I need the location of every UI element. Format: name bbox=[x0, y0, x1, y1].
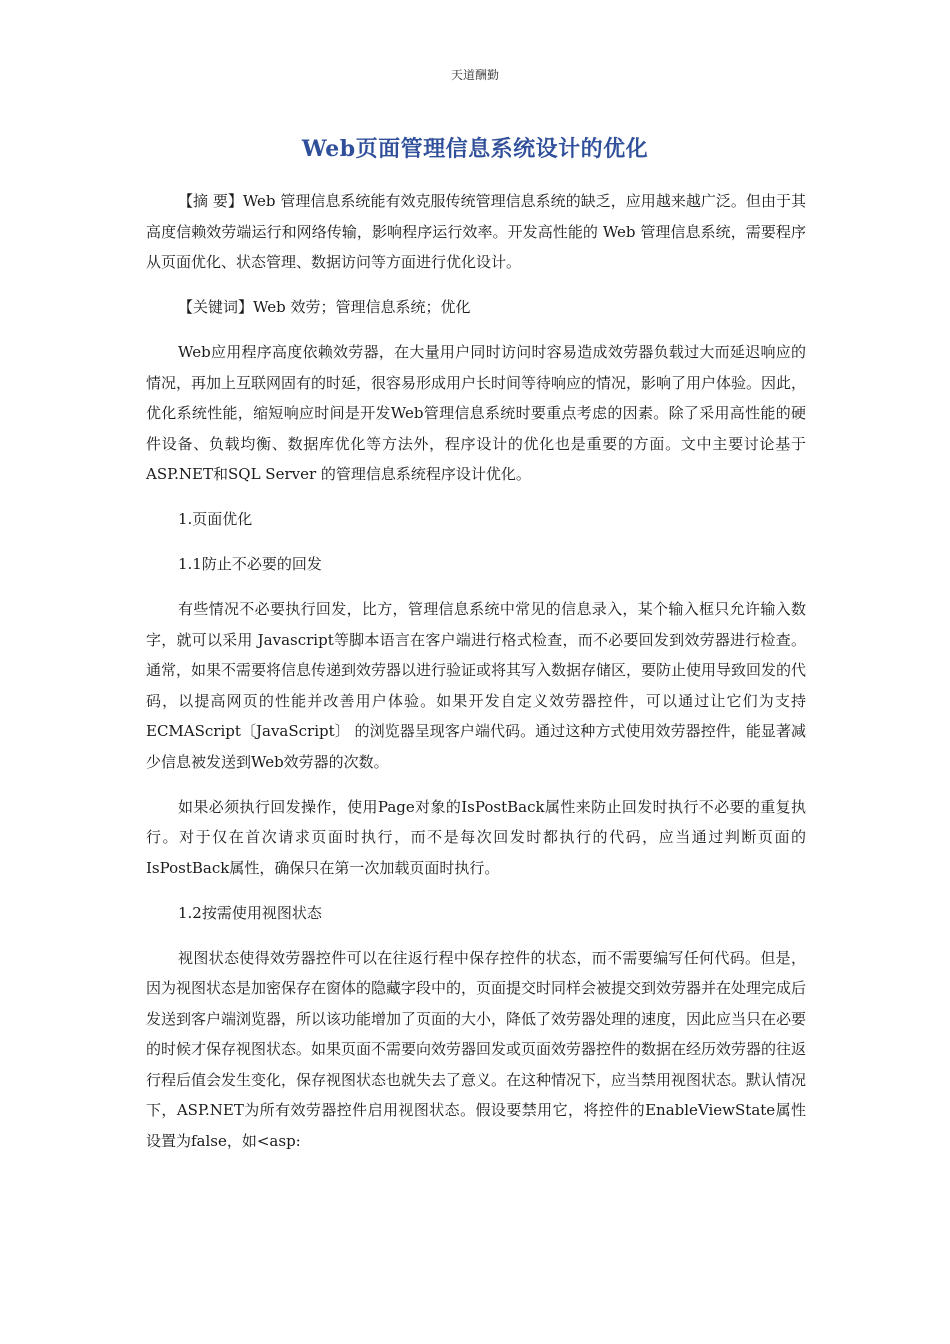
subsection-heading-prevent-postback: 1.1防止不必要的回发 bbox=[178, 555, 322, 573]
page-header-note: 天道酬勤 bbox=[450, 68, 499, 82]
section-heading-page-optimization: 1.页面优化 bbox=[178, 510, 253, 528]
document-body bbox=[146, 186, 806, 1171]
body-paragraph: 如果必须执行回发操作，使用Page对象的IsPostBack属性来防止回发时执行不必要的重复执行。对于仅在首次请求页面时执行，而不是每次回发时都执行的代码，应当通过判断页面的IsPostBack属性，确保只在第一次加载页面时执行。 bbox=[146, 797, 806, 877]
intro-paragraph: Web应用程序高度依赖效劳器，在大量用户同时访问时容易造成效劳器负载过大而延迟响应的情况，再加上互联网固有的时延，很容易形成用户长时间等待响应的情况，影响了用户体验。因此，优化系统性能，缩短响应时间是开发Web管理信息系统时要重点考虑的因素。除了采用高性能的硬件设备、负载均衡、数据库优化等方法外，程序设计的优化也是重要的方面。文中主要讨论基于ASP.NET和SQL Server 的管理信息系统程序设计优化。 bbox=[146, 343, 807, 483]
subsection-heading-viewstate: 1.2按需使用视图状态 bbox=[178, 903, 322, 922]
keywords-paragraph: 【关键词】Web 效劳；管理信息系统；优化 bbox=[178, 298, 471, 316]
body-paragraph: 视图状态使得效劳器控件可以在往返行程中保存控件的状态，而不需要编写任何代码。但是，因为视图状态是加密保存在窗体的隐藏字段中的，页面提交时同样会被提交到效劳器并在处理完成后发送到客户端浏览器，所以该功能增加了页面的大小，降低了效劳器处理的速度，因此应当只在必要的时候才保存视图状态。如果页面不需要向效劳器回发或页面效劳器控件的数据在经历效劳器的往返行程后值会发生变化，保存视图状态也就失去了意义。在这种情况下，应当禁用视图状态。默认情况下，ASP.NET为所有效劳器控件启用视图状态。假设要禁用它，将控件的EnableViewState属性设置为false，如<asp: bbox=[146, 948, 807, 1150]
body-paragraph: 有些情况不必要执行回发，比方，管理信息系统中常见的信息录入，某个输入框只允许输入数字，就可以采用 Javascript等脚本语言在客户端进行格式检查，而不必要回发到效劳器进行检查。通常，如果不需要将信息传递到效劳器以进行验证或将其写入数据存储区，要防止使用导致回发的代码，以提高网页的性能并改善用户体验。如果开发自定义效劳器控件，可以通过让它们为支持ECMAScript〔JavaScript〕 的浏览器呈现客户端代码。通过这种方式使用效劳器控件，能显著减少信息被发送到Web效劳器的次数。 bbox=[146, 600, 807, 771]
document-title: Web页面管理信息系统设计的优化 bbox=[301, 136, 649, 162]
abstract-paragraph: 【摘 要】Web 管理信息系统能有效克服传统管理信息系统的缺乏，应用越来越广泛。但由于其高度信赖效劳端运行和网络传输，影响程序运行效率。开发高性能的 Web 管理信息系统，需要程序从页面优化、状态管理、数据访问等方面进行优化设计。 bbox=[146, 192, 806, 271]
